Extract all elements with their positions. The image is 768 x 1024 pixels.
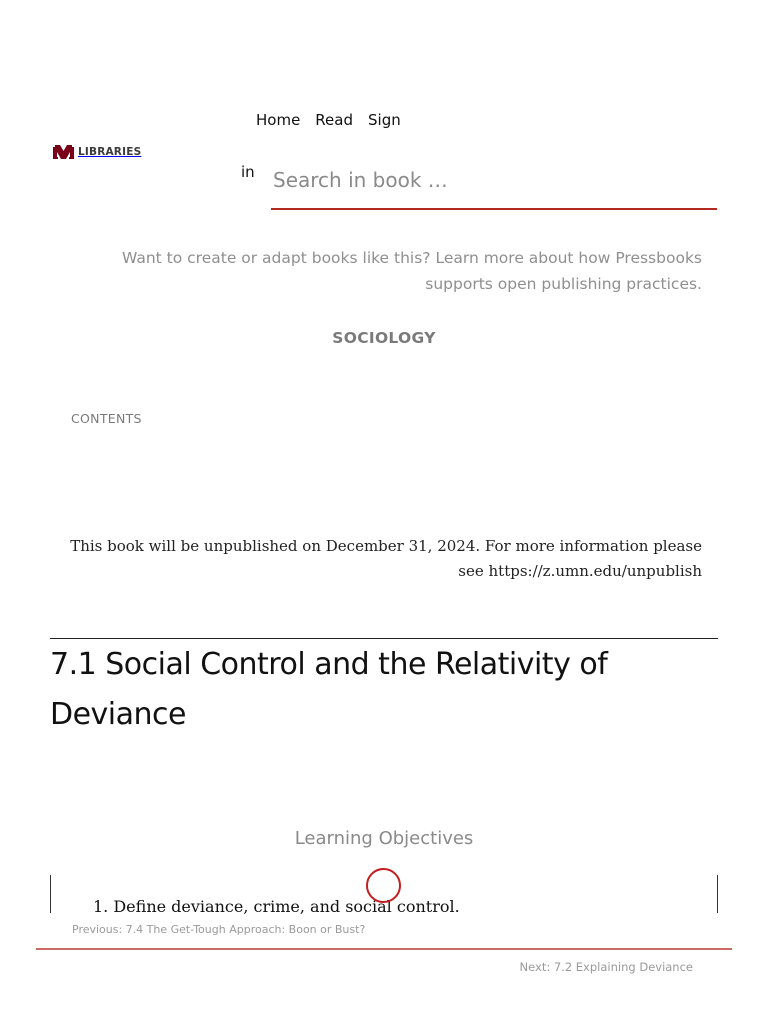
- objectives-box-left-border: [50, 875, 51, 913]
- umn-libraries-logo[interactable]: [53, 145, 141, 159]
- contents-toggle[interactable]: CONTENTS: [71, 411, 142, 426]
- learning-objective-item: 1. Define deviance, crime, and social control.: [93, 897, 460, 916]
- learning-objectives-heading: Learning Objectives: [294, 828, 474, 849]
- pressbooks-promo-link[interactable]: Want to create or adapt books like this? Learn more about how Pressbooks supports open publishing practices.: [122, 249, 702, 293]
- unpublish-notice: This book will be unpublished on December 31, 2024. For more information please see https://z.umn.edu/unpublish: [70, 537, 702, 580]
- nav-home-link[interactable]: Home: [256, 111, 301, 129]
- chapter-divider: [50, 638, 718, 639]
- footer-nav-divider: [36, 948, 732, 950]
- learning-objectives-list: [93, 896, 460, 918]
- logo-text: LIBRARIES: [78, 146, 142, 158]
- nav-sign-in-link-continued[interactable]: in: [241, 163, 255, 181]
- nav-read-link[interactable]: Read: [315, 111, 353, 129]
- chapter-title: 7.1 Social Control and the Relativity of Deviance: [50, 647, 608, 732]
- top-nav: [256, 111, 401, 129]
- touch-indicator: [366, 868, 401, 903]
- objectives-box-right-border: [717, 875, 718, 913]
- search-input[interactable]: [271, 152, 717, 210]
- nav-sign-in-link[interactable]: Sign: [368, 111, 401, 129]
- book-title-link[interactable]: SOCIOLOGY: [332, 329, 436, 347]
- university-m-icon: [53, 145, 74, 159]
- previous-chapter-link[interactable]: Previous: 7.4 The Get-Tough Approach: Boon or Bust?: [72, 923, 366, 936]
- next-chapter-link[interactable]: Next: 7.2 Explaining Deviance: [519, 960, 693, 974]
